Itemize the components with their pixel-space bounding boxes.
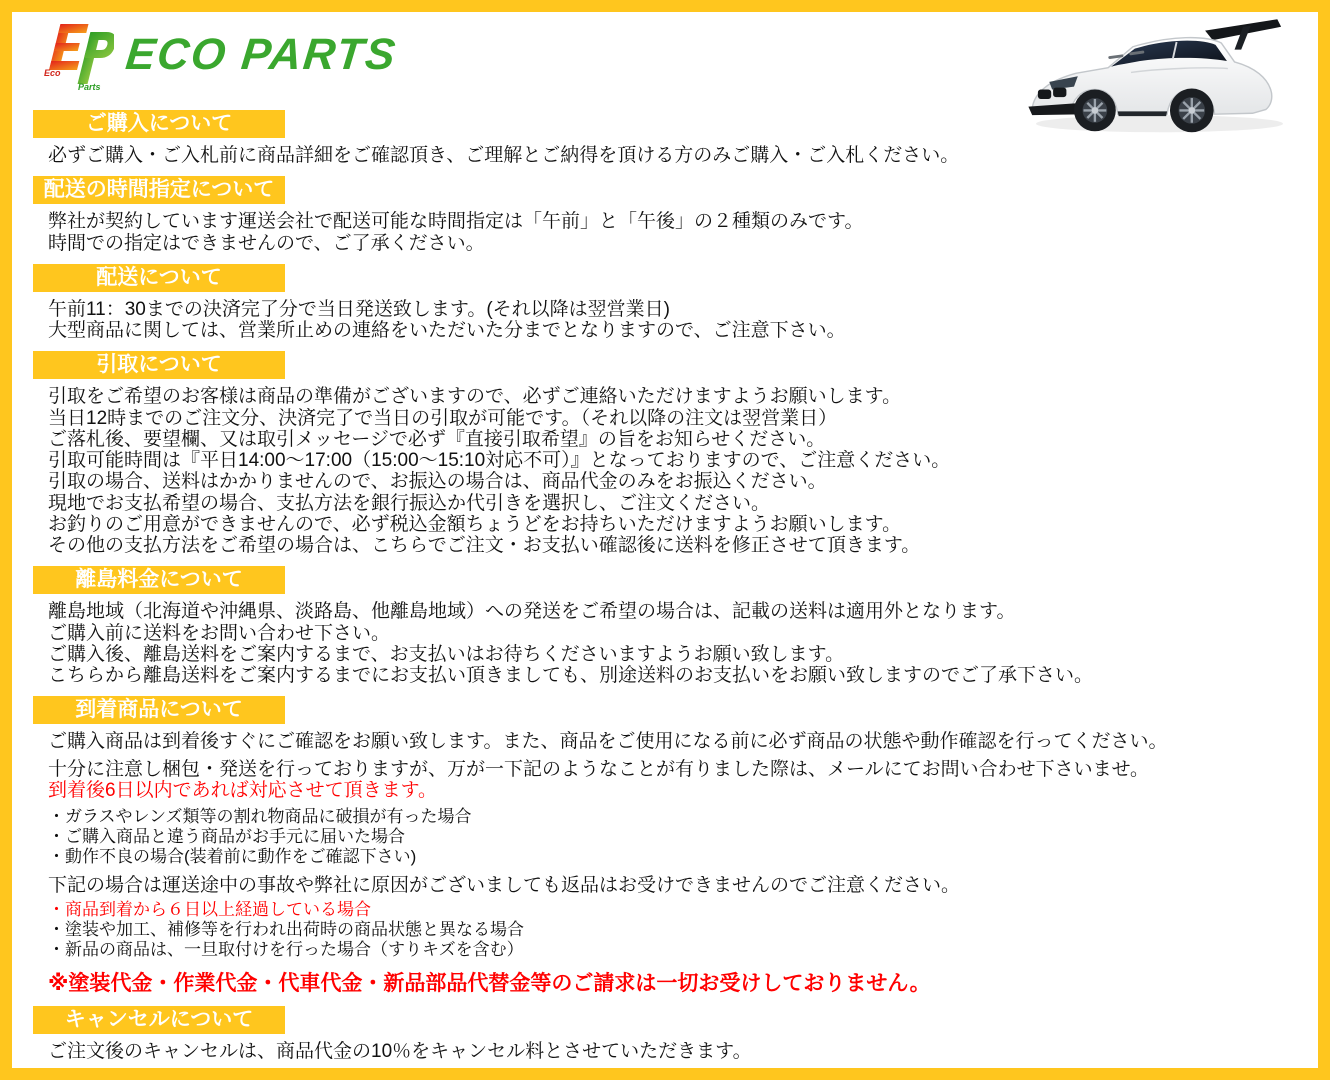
text-line: ご落札後、要望欄、又は取引メッセージで必ず『直接引取希望』の旨をお知らせください。 [48, 428, 826, 450]
info-section [12, 351, 1318, 556]
info-section [12, 696, 1318, 996]
text-line: 当日12時までのご注文分、決済完了で当日の引取が可能です。（それ以降の注文は翌営業日） [48, 407, 838, 429]
side-skirt [1118, 111, 1167, 116]
text-line: ご注文後のキャンセルは、商品代金の10％をキャンセル料とさせていただきます。 [48, 1041, 752, 1063]
section-header: 離島料金について [33, 566, 285, 594]
header-row [12, 12, 1318, 100]
text-line: ・動作不良の場合(装着前に動作をご確認下さい) [48, 847, 417, 866]
info-section [12, 176, 1318, 254]
section-body [48, 601, 1318, 686]
text-line: 引取の場合、送料はかかりませんので、お振込の場合は、商品代金のみをお振込ください。 [48, 471, 827, 493]
text-line: ご購入後、離島送料をご案内するまで、お支払いはお待ちくださいますようお願い致します。 [48, 643, 845, 665]
text-line: 下記の場合は運送途中の事故や弊社に原因がございましても返品はお受けできませんのでご注意ください。 [48, 875, 961, 896]
eco-parts-wordmark: ECO PARTS [123, 30, 400, 79]
text-line: ・商品到着から６日以上経過している場合 [48, 900, 371, 920]
text-line: 引取可能時間は『平日14:00〜17:00（15:00〜15:10対応不可）』となっておりますので、ご注意ください。 [48, 450, 951, 471]
section-header: キャンセルについて [33, 1006, 285, 1034]
section-header: 配送について [33, 264, 285, 292]
rear-wheel [1170, 89, 1214, 133]
front-wheel [1074, 90, 1116, 132]
section-body [48, 211, 1318, 254]
text-line: 十分に注意し梱包・発送を行っておりますが、万が一下記のようなことが有りました際は、メールにてお問い合わせ下さいませ。 [48, 758, 1150, 780]
text-line: 必ずご購入・ご入札前に商品詳細をご確認頂き、ご理解とご納得を頂ける方のみご購入・ご入札ください。 [48, 145, 960, 166]
info-section [12, 566, 1318, 686]
section-header: ご購入について [33, 110, 285, 138]
text-line: 弊社が契約しています運送会社で配送可能な時間指定は「午前」と「午後」の２種類のみです。 [48, 211, 864, 233]
sections-container [12, 110, 1318, 1063]
monogram-sub-right: Parts [78, 82, 101, 92]
monogram-p [78, 32, 114, 84]
section-body [48, 731, 1318, 996]
text-line: 引取をご希望のお客様は商品の準備がございますので、必ずご連絡いただけますようお願いします。 [48, 386, 902, 408]
text-line: ※塗装代金・作業代金・代車代金・新品部品代替金等のご請求は一切お受けしておりません。 [48, 972, 931, 996]
text-line: 離島地域（北海道や沖縄県、淡路島、他離島地域）への発送をご希望の場合は、記載の送料は適用外となります。 [48, 601, 1016, 623]
brand-logo [42, 18, 400, 92]
section-header: 配送の時間指定について [33, 176, 285, 204]
text-line: ・塗装や加工、補修等を行われ出荷時の商品状態と異なる場合 [48, 920, 524, 940]
text-line: その他の支払方法をご希望の場合は、こちらでご注文・お支払い確認後に送料を修正させて頂きます。 [48, 535, 921, 556]
text-line: 午前11：30までの決済完了分で当日発送致します。(それ以降は翌営業日) [48, 298, 670, 320]
eco-parts-monogram-icon [42, 18, 114, 92]
text-line: ・新品の商品は、一旦取付けを行った場合（すりキズを含む） [48, 940, 524, 960]
car-illustration [1017, 12, 1302, 148]
section-body [48, 1041, 1318, 1062]
text-line: 大型商品に関しては、営業所止めの連絡をいただいた分までとなりますので、ご注意下さい。 [48, 320, 846, 341]
monogram-e [49, 24, 88, 70]
section-body [48, 145, 1318, 166]
section-body [48, 299, 1318, 342]
text-line: ・ガラスやレンズ類等の割れ物商品に破損が有った場合 [48, 807, 472, 826]
section-header: 到着商品について [33, 696, 285, 724]
text-line: ・ご購入商品と違う商品がお手元に届いた場合 [48, 827, 405, 846]
monogram-sub-left: Eco [44, 68, 61, 78]
text-line: 時間での指定はできませんので、ご了承ください。 [48, 232, 485, 254]
section-header: 引取について [33, 351, 285, 379]
section-body [48, 386, 1318, 556]
text-line: 到着後6日以内であれば対応させて頂きます。 [48, 779, 438, 801]
car-shadow [1036, 115, 1283, 132]
info-section [12, 264, 1318, 342]
text-line: お釣りのご用意ができませんので、必ず税込金額ちょうどをお持ちいただけますようお願いします。 [48, 513, 902, 535]
text-line: 現地でお支払希望の場合、支払方法を銀行振込か代引きを選択し、ご注文ください。 [48, 492, 771, 514]
info-section [12, 1006, 1318, 1062]
text-line: ご購入商品は到着後すぐにご確認をお願い致します。また、商品をご使用になる前に必ず商品の状態や動作確認を行ってください。 [48, 731, 1168, 753]
text-line: こちらから離島送料をご案内するまでにお支払い頂きましても、別途送料のお支払いをお願い致しますのでご了承下さい。 [48, 665, 1094, 686]
text-line: ご購入前に送料をお問い合わせ下さい。 [48, 622, 391, 644]
